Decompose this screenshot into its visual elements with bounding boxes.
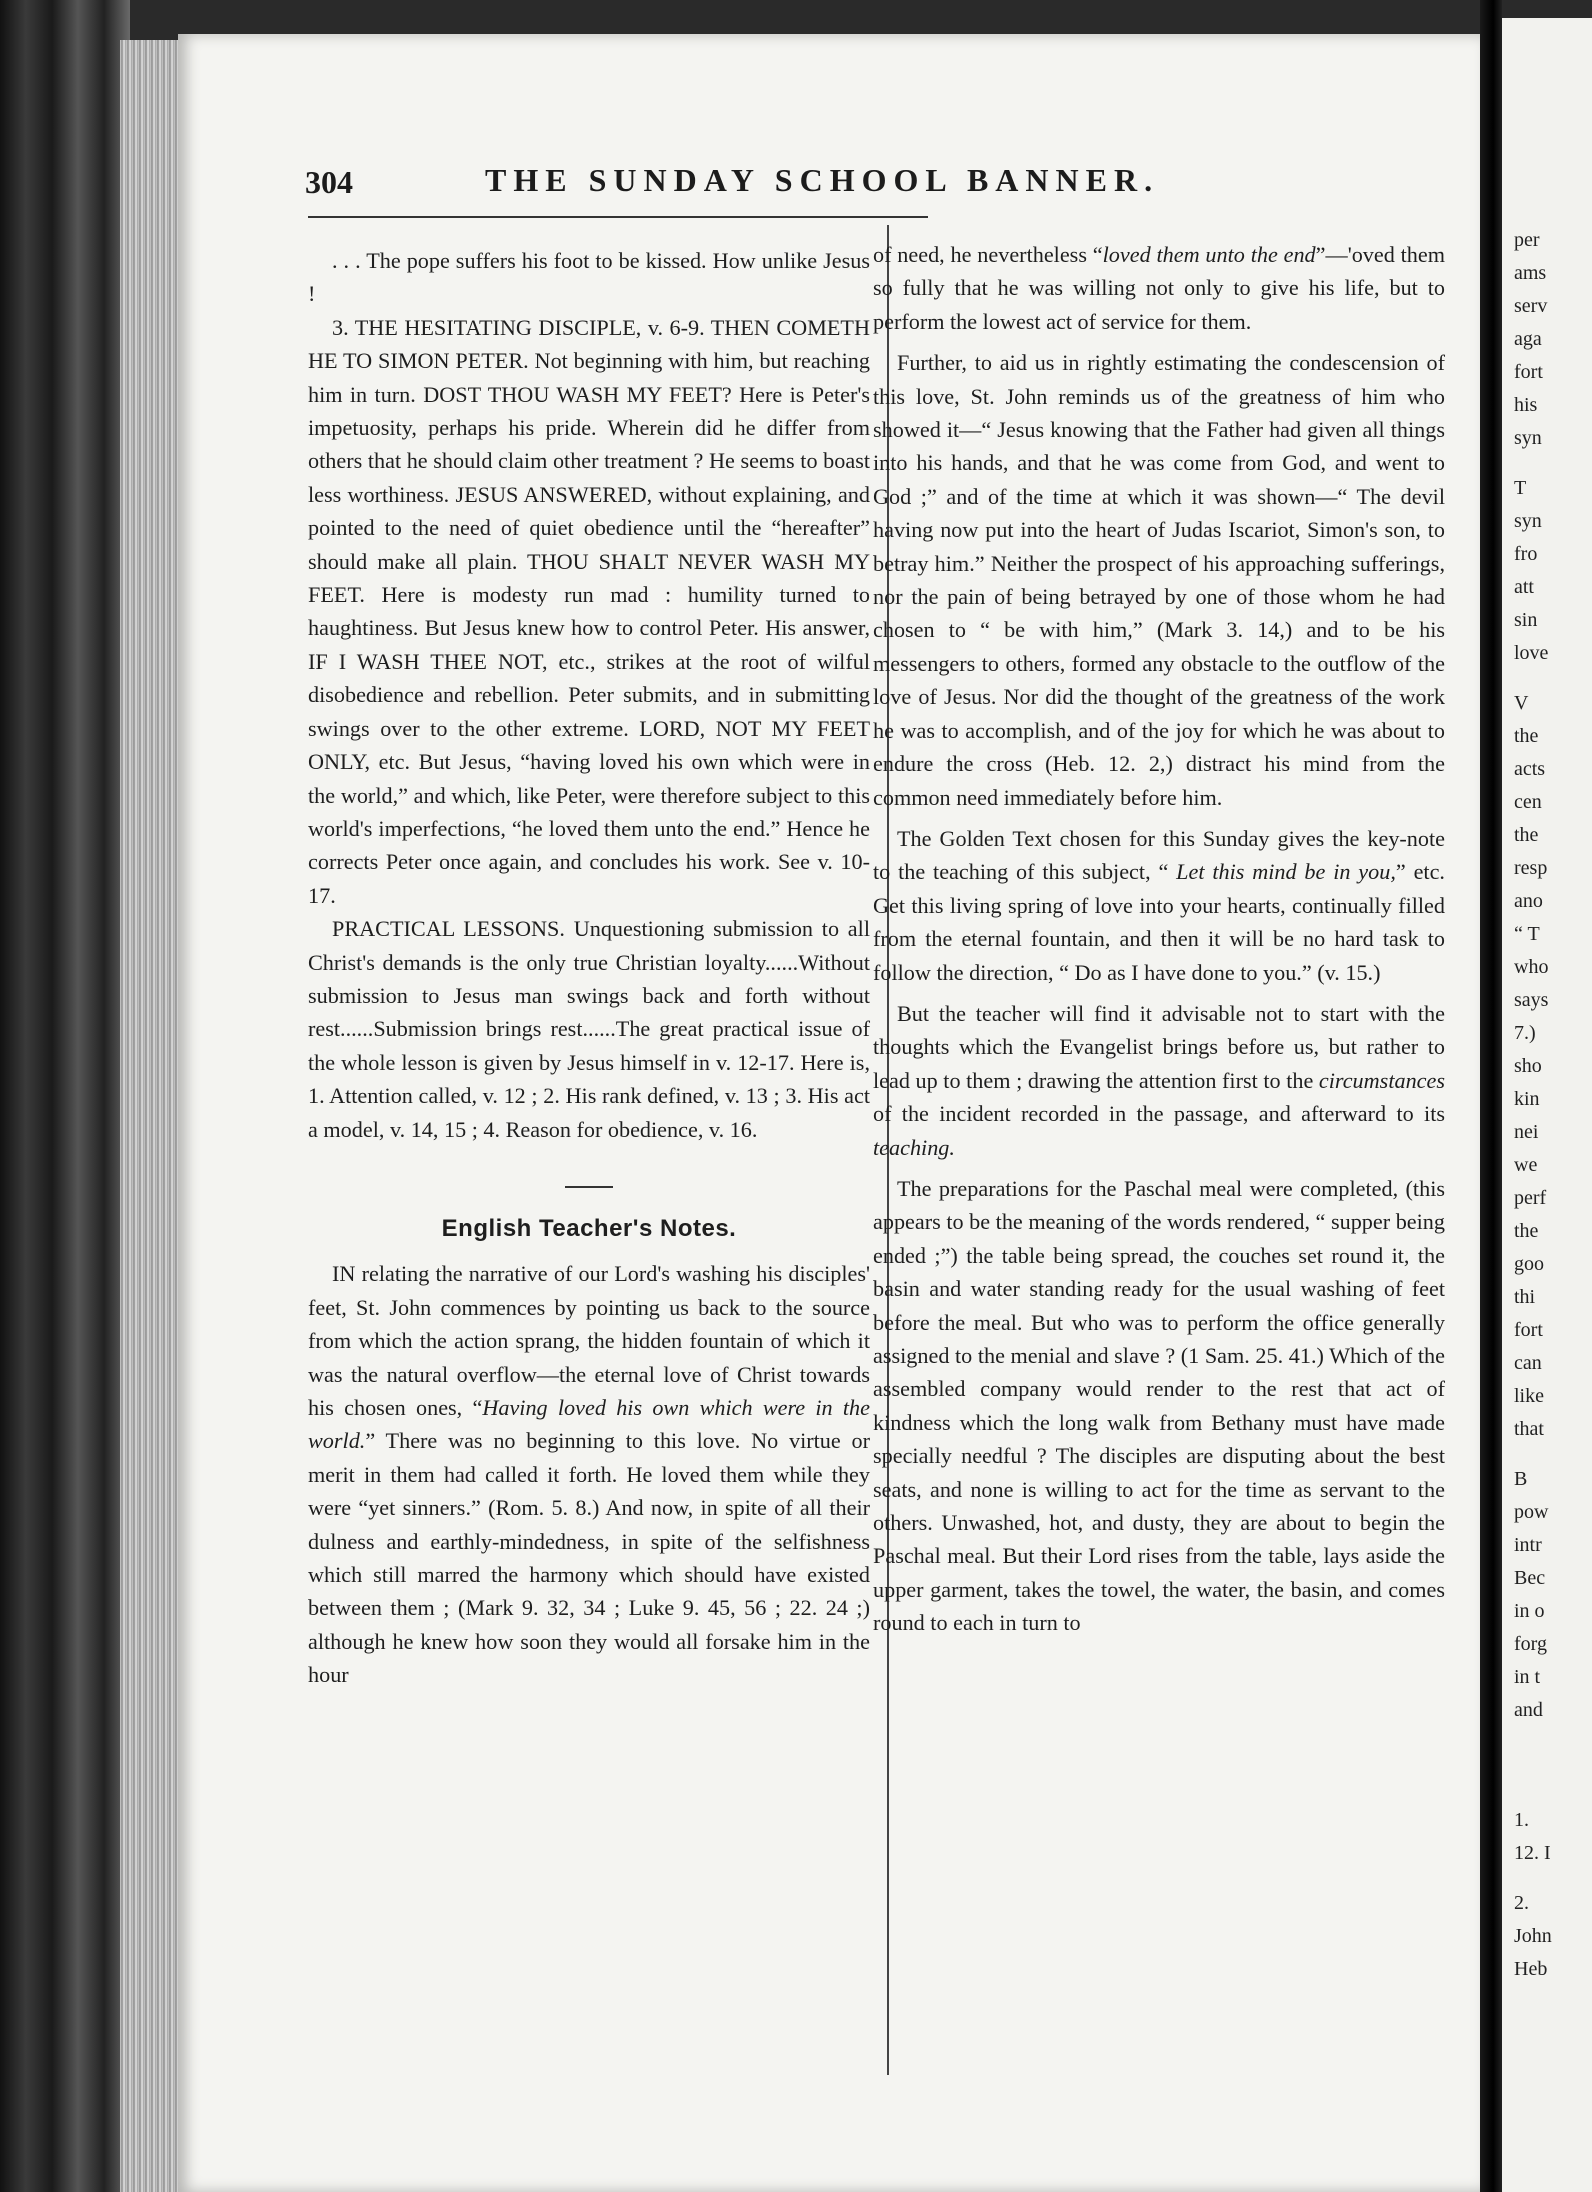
adjacent-page-fragment: who <box>1514 956 1549 978</box>
section-heading: English Teacher's Notes. <box>441 1214 737 1242</box>
adjacent-page-fragment: 1. <box>1514 1809 1529 1831</box>
adjacent-page-fragment: the <box>1514 1220 1539 1242</box>
adjacent-page-fragment: “ T <box>1514 923 1540 945</box>
adjacent-page-fragment: V <box>1514 692 1529 714</box>
adjacent-page-fragment: B <box>1514 1468 1528 1490</box>
adjacent-page-fragment: 7.) <box>1514 1022 1536 1044</box>
adjacent-page-fragment: sho <box>1514 1055 1542 1077</box>
adjacent-page-fragment: 12. I <box>1514 1842 1551 1864</box>
adjacent-page-fragment: we <box>1514 1154 1538 1176</box>
paragraph: PRACTICAL LESSONS. Unquestioning submission to all Christ's demands is the only true Christian loyalty......Without submission to Jesus man swings back and forth without rest......Submission brings rest......The great practical issue of the whole lesson is given by Jesus himself in v. 12-17. Here is, 1. Attention called, v. 12 ; 2. His rank defined, v. 13 ; 3. His act a model, v. 14, 15 ; 4. Reason for obedience, v. 16. <box>308 916 870 1142</box>
text-run: The Golden Text chosen for this Sunday gives the key-note to the teaching of this subject, “ <box>873 825 1445 885</box>
adjacent-page-fragment: his <box>1514 394 1538 416</box>
adjacent-page-fragment: forg <box>1514 1633 1547 1655</box>
text-run: ” etc. Get this living spring of love into your hearts, continually filled from the eternal fountain, and then it will be no hard task to follow the direction, “ Do as I have done to you.” (v. 15.) <box>873 859 1445 985</box>
paragraph <box>873 997 1445 1164</box>
left-column <box>308 244 870 1692</box>
adjacent-page-fragment: can <box>1514 1352 1542 1374</box>
book-gutter <box>1480 0 1502 2192</box>
paragraph <box>873 238 1445 338</box>
adjacent-page-fragment: thi <box>1514 1286 1536 1308</box>
adjacent-page-fragment: kin <box>1514 1088 1540 1110</box>
adjacent-page-fragment: att <box>1514 576 1534 598</box>
adjacent-page-fragment: acts <box>1514 758 1546 780</box>
text-run: IN relating the narrative of our Lord's washing his disciples' feet, St. John commences by pointing us back to the source from which the action sprang, the hidden fountain of which it was the natural overflow—the eternal love of Christ towards his chosen ones, “ <box>308 1261 870 1420</box>
adjacent-page-fragment: love <box>1514 642 1549 664</box>
adjacent-page-fragment: and <box>1514 1699 1543 1721</box>
paragraph: 3. THE HESITATING DISCIPLE, v. 6-9. THEN COMETH HE TO SIMON PETER. Not beginning with him, but reaching him in turn. DOST THOU WASH MY FEET? Here is Peter's impetuosity, perhaps his pride. Wherein did he differ from others that he should claim other treatment ? He seems to boast less worthiness. JESUS ANSWERED, without explaining, and pointed to the need of quiet obedience until the “hereafter” should make all plain. THOU SHALT NEVER WASH MY FEET. Here is modesty run mad : humility turned to haughtiness. But Jesus knew how to control Peter. His answer, IF I WASH THEE NOT, etc., strikes at the root of wilful disobedience and rebellion. Peter submits, and in submitting swings over to the other extreme. LORD, NOT MY FEET ONLY, etc. But Jesus, “having loved his own which were in the world,” and which, like Peter, were therefore subject to this world's imperfections, “he loved them unto the end.” Hence he corrects Peter once again, and concludes his work. See v. 10-17. <box>308 314 870 908</box>
adjacent-page-fragment: that <box>1514 1418 1544 1440</box>
section-separator <box>565 1186 613 1188</box>
adjacent-page-fragment: nei <box>1514 1121 1539 1143</box>
italic-text: Let this mind be in you, <box>1176 859 1396 885</box>
adjacent-page-fragment: says <box>1514 989 1549 1011</box>
adjacent-page-fragment: 2. <box>1514 1892 1529 1914</box>
header-rule <box>308 216 928 218</box>
adjacent-page-fragment: John <box>1514 1925 1552 1947</box>
adjacent-page-fragment: the <box>1514 725 1539 747</box>
adjacent-page-fragment: T <box>1514 477 1527 499</box>
adjacent-page-fragment: ams <box>1514 262 1547 284</box>
running-title: THE SUNDAY SCHOOL BANNER. <box>485 162 1160 198</box>
paragraph <box>308 1257 870 1691</box>
adjacent-page-fragment: ano <box>1514 890 1543 912</box>
adjacent-page-fragment: syn <box>1514 510 1542 532</box>
text-run: ”—'oved them so fully that he was willing not only to give his life, but to perform the lowest act of service for them. <box>873 242 1445 334</box>
adjacent-page-fragment: goo <box>1514 1253 1544 1275</box>
adjacent-page-fragment: like <box>1514 1385 1544 1407</box>
book-binding <box>0 0 130 2192</box>
adjacent-page-fragment: aga <box>1514 328 1542 350</box>
italic-text: loved them unto the end <box>1102 242 1316 267</box>
text-run: But the teacher will find it advisable not to start with the thoughts which the Evangelist brings before us, but rather to lead up to them ; drawing the attention first to the <box>873 1000 1445 1093</box>
page-number: 304 <box>305 164 353 200</box>
adjacent-page-fragment: Bec <box>1514 1567 1546 1589</box>
adjacent-page-fragment: sin <box>1514 609 1538 631</box>
italic-text: Having loved his own which were in the world. <box>308 1395 870 1454</box>
adjacent-page-fragment: Heb <box>1514 1958 1548 1980</box>
adjacent-page-fragment: syn <box>1514 427 1542 449</box>
adjacent-page-fragment: resp <box>1514 857 1548 879</box>
adjacent-page-fragment: serv <box>1514 295 1548 317</box>
adjacent-page-fragment: per <box>1514 229 1540 251</box>
page-header <box>305 158 1435 218</box>
paragraph: The preparations for the Paschal meal were completed, (this appears to be the meaning of the words rendered, “ supper being ended ;”) the table being spread, the couches set round it, the basin and water standing ready for the usual washing of feet before the meal. But who was to perform the office generally assigned to the menial and slave ? (1 Sam. 25. 41.) Which of the assembled company would render to the rest that act of kindness which the long walk from Bethany must have made specially needful ? The disciples are disputing about the best seats, and none is willing to act for the time as servant to the others. Unwashed, hot, and dusty, they are about to begin the Paschal meal. But their Lord rises from the table, lays aside the upper garment, takes the towel, the water, the basin, and comes round to each in turn to <box>873 1175 1445 1636</box>
right-column <box>873 238 1445 1640</box>
text-run: of need, he nevertheless “ <box>873 242 1103 267</box>
adjacent-page-fragment: in t <box>1514 1666 1541 1688</box>
text-run: ” There was no beginning to this love. No virtue or merit in them had called it forth. He loved them while they were “yet sinners.” (Rom. 5. 8.) And now, in spite of all their dulness and earthly-mindedness, in spite of the selfishness which still marred the harmony which should have existed between them ; (Mark 9. 32, 34 ; Luke 9. 45, 56 ; 22. 24 ;) although he knew how soon they would all forsake him in the hour <box>308 1428 870 1688</box>
adjacent-page-fragment: the <box>1514 824 1539 846</box>
page-edges <box>120 40 180 2192</box>
paragraph <box>873 822 1445 989</box>
paragraph: . . . The pope suffers his foot to be kissed. How unlike Jesus ! <box>308 248 870 307</box>
italic-text: circumstances <box>1318 1067 1445 1093</box>
adjacent-page-fragment: in o <box>1514 1600 1545 1622</box>
adjacent-page-fragment: perf <box>1514 1187 1547 1209</box>
adjacent-page-fragment: fort <box>1514 1319 1543 1341</box>
text-run: of the incident recorded in the passage, and afterward to its <box>873 1101 1445 1127</box>
italic-text: teaching. <box>873 1134 955 1160</box>
adjacent-page-fragment: pow <box>1514 1501 1549 1523</box>
adjacent-page-fragment: fro <box>1514 543 1538 565</box>
adjacent-page <box>1502 18 1592 2192</box>
adjacent-page-fragment: fort <box>1514 361 1543 383</box>
paragraph: Further, to aid us in rightly estimating the condescension of this love, St. John reminds us of the greatness of him who showed it—“ Jesus knowing that the Father had given all things into his hands, and that he was come from God, and went to God ;” and of the time at which it was shown—“ The devil having now put into the heart of Judas Iscariot, Simon's son, to betray him.” Neither the prospect of his approaching sufferings, nor the pain of being betrayed by one of those whom he had chosen to “ be with him,” (Mark 3. 14,) and to be his messengers to others, formed any obstacle to the outflow of the love of Jesus. Nor did the thought of the greatness of the work he was to accomplish, and of the joy for which he was about to endure the cross (Heb. 12. 2,) distract his mind from the common need immediately before him. <box>873 350 1445 810</box>
adjacent-page-fragment: intr <box>1514 1534 1542 1556</box>
adjacent-page-fragment: cen <box>1514 791 1542 813</box>
